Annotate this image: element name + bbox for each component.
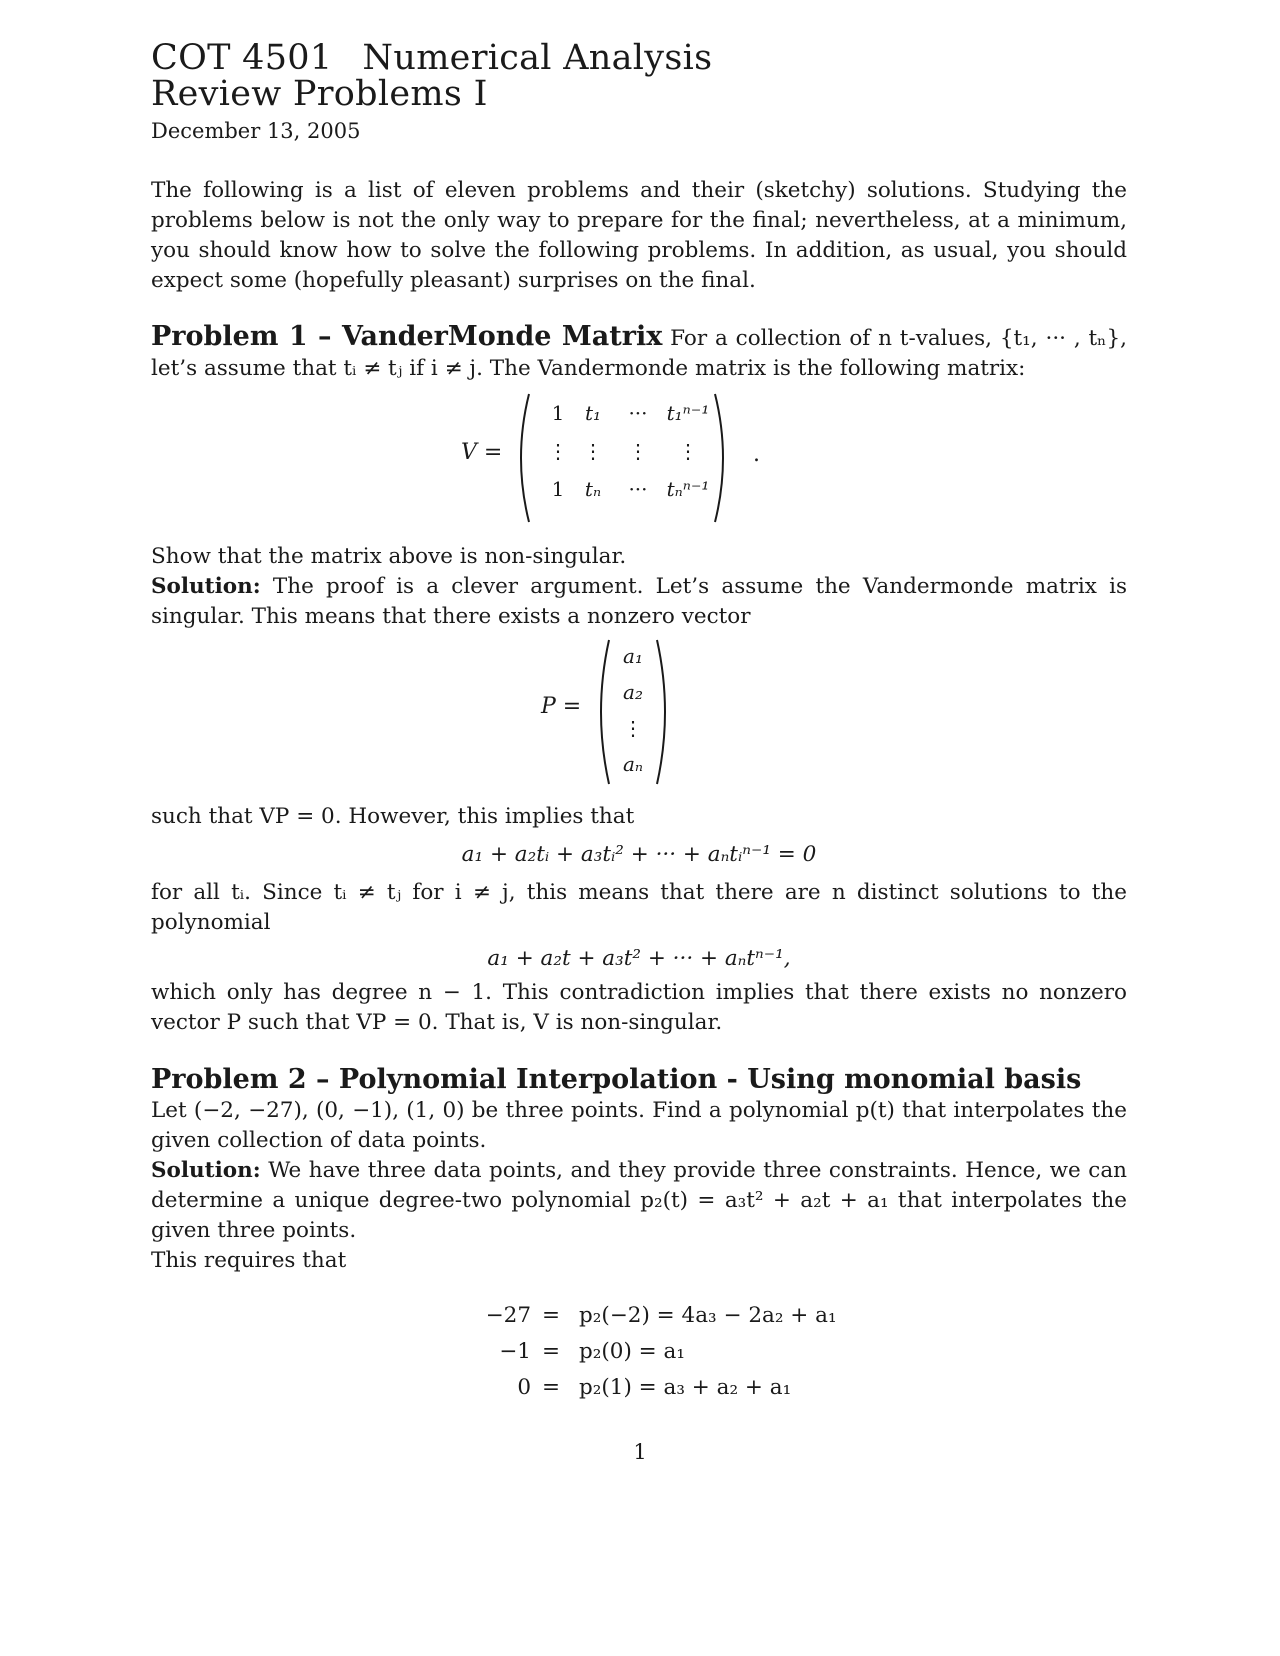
vandermonde-matrix-block	[151, 384, 1127, 524]
problem-1-after-eq1: for all tᵢ. Since tᵢ ≠ tⱼ for i ≠ j, this means that there are n distinct solutions to the polynomial	[151, 880, 1127, 935]
course-title: Numerical Analysis	[362, 38, 713, 78]
system-relation: =	[541, 1375, 560, 1400]
problem-1-solution-text: The proof is a clever argument. Let’s assume the Vandermonde matrix is singular. This means that there exists a nonzero vector	[151, 574, 1127, 629]
matrix-cell: t₁ⁿ⁻¹	[666, 401, 710, 425]
problem-2-heading: Problem 2 – Polynomial Interpolation - Using monomial basis	[151, 1064, 1082, 1095]
system-relation: =	[541, 1303, 560, 1328]
matrix-cell: 1	[551, 401, 565, 425]
matrix-cell: tₙ	[584, 477, 602, 501]
course-code: COT 4501	[151, 38, 333, 78]
vector-entry: a₂	[623, 680, 643, 704]
vector-label: P =	[541, 694, 582, 719]
problem-1-statement	[151, 322, 1127, 384]
matrix-period: .	[753, 442, 760, 467]
problem-2-statement: Let (−2, −27), (0, −1), (1, 0) be three points. Find a polynomial p(t) that interpolates the given collection of data points.	[151, 1098, 1127, 1153]
matrix-cell: ⋮	[548, 439, 568, 463]
equation-2: a₁ + a₂t + a₃t² + ··· + aₙtⁿ⁻¹,	[487, 946, 791, 971]
matrix-cell: tₙⁿ⁻¹	[666, 477, 710, 501]
intro-paragraph: The following is a list of eleven problems and their (sketchy) solutions. Studying the problems below is not the only way to prepare for the final; nevertheless, at a minimum, you should know how to solve the following problems. In addition, as usual, you should expect some (hopefully pleasant) surprises on the final.	[151, 178, 1127, 293]
matrix-cell: ⋮	[583, 439, 603, 463]
vector-entry: ⋮	[623, 716, 643, 740]
matrix-cell: ⋮	[678, 439, 698, 463]
system-rhs: p₂(1) = a₃ + a₂ + a₁	[579, 1375, 792, 1400]
system-rhs: p₂(0) = a₁	[579, 1339, 685, 1364]
document-page	[151, 40, 1127, 1406]
solution-label-2: Solution:	[151, 1158, 261, 1183]
matrix-cell: t₁	[584, 401, 602, 425]
system-rhs: p₂(−2) = 4a₃ − 2a₂ + a₁	[579, 1303, 837, 1328]
document-subtitle: Review Problems I	[151, 74, 488, 114]
matrix-cell: 1	[551, 477, 565, 501]
solution-label: Solution:	[151, 574, 261, 599]
vector-entry: aₙ	[622, 752, 644, 776]
equation-1: a₁ + a₂tᵢ + a₃tᵢ² + ··· + aₙtᵢⁿ⁻¹ = 0	[461, 842, 817, 867]
system-relation: =	[541, 1339, 560, 1364]
vector-grid	[613, 638, 653, 782]
problem-2-requires: This requires that	[151, 1248, 347, 1273]
problem-1-heading: Problem 1 – VanderMonde Matrix	[151, 321, 663, 352]
system-lhs: −1	[499, 1339, 531, 1364]
system-lhs: 0	[517, 1375, 531, 1400]
document-title	[151, 40, 1127, 76]
matrix-label: V =	[461, 440, 503, 465]
problem-1-solution	[151, 572, 1127, 632]
system-lhs: −27	[485, 1303, 531, 1328]
page-number: 1	[633, 1440, 647, 1464]
equation-system	[451, 1298, 1127, 1406]
problem-1-show: Show that the matrix above is non-singular.	[151, 544, 627, 569]
vector-block	[151, 632, 1127, 792]
matrix-cell: ···	[628, 401, 648, 425]
vector-entry: a₁	[623, 644, 643, 668]
matrix-cell: ···	[628, 477, 648, 501]
matrix-cell: ⋮	[628, 439, 648, 463]
problem-2-solution-text: We have three data points, and they provide three constraints. Hence, we can determine a unique degree-two polynomial p₂(t) = a₃t² + a₂t + a₁ that interpolates the given three points.	[151, 1158, 1127, 1243]
document-date: December 13, 2005	[151, 119, 361, 143]
problem-1-after-vector: such that VP = 0. However, this implies that	[151, 804, 635, 829]
problem-2-solution	[151, 1156, 1127, 1246]
problem-1-statement-text: For a collection of n t-values, {t₁, ··· , tₙ}, let’s assume that tᵢ ≠ tⱼ if i ≠ j. The Vandermonde matrix is the following matrix:	[151, 326, 1127, 381]
problem-1-conclusion: which only has degree n − 1. This contradiction implies that there exists no nonzero vector P such that VP = 0. That is, V is non-singular.	[151, 980, 1127, 1035]
matrix-grid	[543, 394, 713, 508]
